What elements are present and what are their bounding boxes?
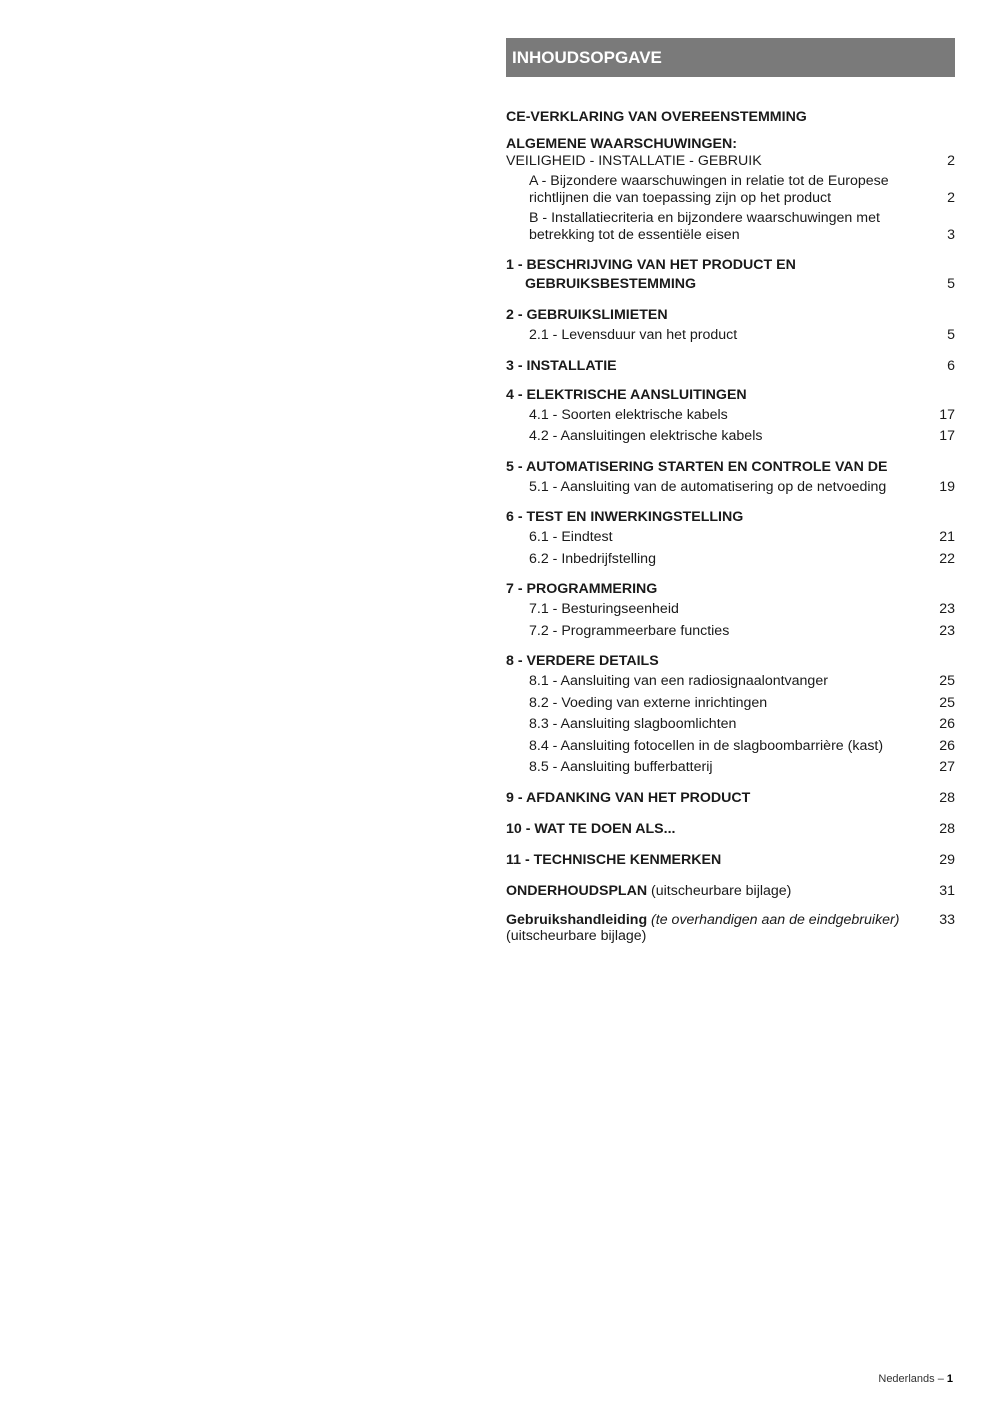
toc-entry-11[interactable]: 11 - TECHNISCHE KENMERKEN (506, 851, 722, 868)
toc-entry-text: 1 - BESCHRIJVING VAN HET PRODUCT EN (506, 257, 796, 273)
toc-entry-8-3[interactable]: 8.3 - Aansluiting slagboomlichten (529, 716, 737, 732)
toc-section-6 (506, 507, 955, 570)
toc-entry-4-1[interactable]: 4.1 - Soorten elektrische kabels (529, 406, 728, 423)
toc-entry-2-1[interactable]: 2.1 - Levensduur van het product (529, 327, 738, 343)
toc-section-1 (506, 256, 955, 294)
toc-entry-8[interactable]: 8 - VERDERE DETAILS (506, 653, 659, 669)
toc-entry-9[interactable]: 9 - AFDANKING VAN HET PRODUCT (506, 789, 751, 806)
toc-section-manual (506, 912, 955, 945)
page-number: 29 (939, 851, 955, 868)
page-number: 17 (939, 406, 955, 423)
page-number: 25 (939, 673, 955, 689)
toc-entry-text: A - Bijzondere waarschuwingen in relatie tot de Europese (529, 173, 889, 189)
toc-section-10 (506, 819, 955, 839)
toc-entry-5[interactable]: 5 - AUTOMATISERING STARTEN EN CONTROLE VAN DE (506, 458, 888, 475)
page-number: 28 (939, 820, 955, 837)
page-number: 33 (939, 911, 955, 928)
toc-entry-3[interactable]: 3 - INSTALLATIE (506, 357, 617, 374)
toc-section-2 (506, 305, 955, 347)
toc-entry-7[interactable]: 7 - PROGRAMMERING (506, 581, 658, 597)
toc-entry-text: Gebruikshandleiding (506, 911, 648, 928)
toc-entry-text: (te overhandigen aan de eindgebruiker) (647, 911, 900, 928)
page-number: 17 (939, 428, 955, 444)
toc-section-maintenance (506, 881, 955, 901)
toc-section-7 (506, 579, 955, 642)
toc-entry-2[interactable]: 2 - GEBRUIKSLIMIETEN (506, 307, 668, 323)
page-number: 28 (939, 789, 955, 806)
page-number: 2 (947, 189, 955, 206)
toc-entry-general-title[interactable]: ALGEMENE WAARSCHUWINGEN: (506, 136, 737, 152)
toc-entry-8-1[interactable]: 8.1 - Aansluiting van een radiosignaalontvanger (529, 673, 828, 689)
toc-entry-8-4[interactable]: 8.4 - Aansluiting fotocellen in de slagboombarrière (kast) (529, 737, 884, 754)
toc-section-4 (506, 385, 955, 448)
toc-entry-general-subtitle[interactable]: VEILIGHEID - INSTALLATIE - GEBRUIK (506, 152, 762, 169)
toc-entry-5-1[interactable]: 5.1 - Aansluiting van de automatisering op de netvoeding (529, 478, 887, 495)
toc-entry-4-2[interactable]: 4.2 - Aansluitingen elektrische kabels (529, 428, 763, 444)
footer-page-number: 1 (946, 1373, 953, 1385)
toc-entry-7-1[interactable]: 7.1 - Besturingseenheid (529, 601, 679, 617)
toc-section-general (506, 136, 955, 243)
toc-entry-ce[interactable]: CE-VERKLARING VAN OVEREENSTEMMING (506, 109, 807, 125)
toc-entry-general-b[interactable] (506, 210, 955, 243)
toc-entry-7-2[interactable]: 7.2 - Programmeerbare functies (529, 622, 730, 639)
toc-entry-6-1[interactable]: 6.1 - Eindtest (529, 529, 613, 545)
page-number: 6 (947, 357, 955, 374)
page-number: 5 (947, 276, 955, 292)
toc-entry-general-a[interactable] (506, 173, 955, 206)
page-footer (878, 1373, 953, 1385)
toc-entry-text: (uitscheurbare bijlage) (647, 882, 792, 899)
toc-header: INHOUDSOPGAVE (506, 38, 955, 77)
page-number: 23 (939, 601, 955, 617)
toc-entry-10[interactable]: 10 - WAT TE DOEN ALS... (506, 820, 676, 837)
page-number: 26 (939, 737, 955, 754)
page-number: 22 (939, 550, 955, 567)
toc-entry-manual[interactable] (506, 912, 955, 945)
toc-entry-6[interactable]: 6 - TEST EN INWERKINGSTELLING (506, 509, 744, 525)
toc-section-3 (506, 356, 955, 376)
page-number: 19 (939, 478, 955, 495)
toc-entry-8-2[interactable]: 8.2 - Voeding van externe inrichtingen (529, 694, 768, 711)
toc-entry-text: richtlijnen die van toepassing zijn op het product (529, 189, 832, 206)
toc-entry-maintenance[interactable] (506, 881, 955, 901)
table-of-contents (506, 107, 955, 945)
toc-entry-6-2[interactable]: 6.2 - Inbedrijfstelling (529, 550, 656, 567)
page-number: 21 (939, 529, 955, 545)
toc-entry-8-5[interactable]: 8.5 - Aansluiting bufferbatterij (529, 759, 713, 775)
toc-section-11 (506, 850, 955, 870)
page-number: 3 (947, 226, 955, 243)
toc-section-5 (506, 457, 955, 499)
toc-entry-text: B - Installatiecriteria en bijzondere waarschuwingen met (529, 210, 880, 226)
page-number: 26 (939, 716, 955, 732)
page-number: 5 (947, 327, 955, 343)
page-number: 27 (939, 759, 955, 775)
toc-entry-4[interactable]: 4 - ELEKTRISCHE AANSLUITINGEN (506, 386, 747, 403)
page-number: 23 (939, 622, 955, 639)
toc-section-8 (506, 651, 955, 779)
footer-language: Nederlands – (878, 1373, 947, 1385)
toc-entry-text: GEBRUIKSBESTEMMING (525, 276, 697, 292)
toc-entry-text: ONDERHOUDSPLAN (506, 882, 648, 899)
toc-section-9 (506, 788, 955, 808)
toc-entry-text: betrekking tot de essentiële eisen (529, 226, 740, 243)
toc-entry-text: (uitscheurbare bijlage) (506, 928, 647, 944)
toc-entry-1[interactable] (506, 256, 955, 294)
page-number: 25 (939, 694, 955, 711)
page-number: 2 (947, 152, 955, 169)
page-number: 31 (939, 882, 955, 899)
toc-section-ce (506, 107, 955, 127)
